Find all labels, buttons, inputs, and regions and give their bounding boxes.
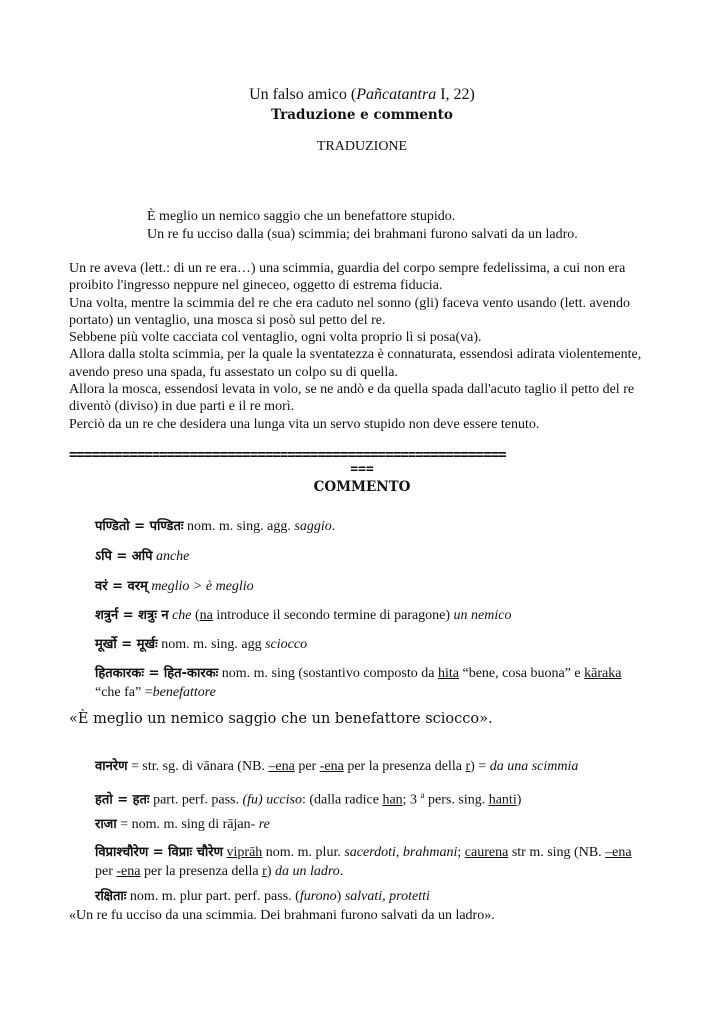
title-reference: I, 22): [440, 86, 475, 103]
gloss-raksitah: [95, 887, 655, 906]
gloss-text: ): [336, 889, 345, 904]
gloss-translation: (fu) ucciso: [242, 792, 302, 808]
gloss-translation: furono: [299, 889, 337, 904]
underlined-term: –ena: [268, 759, 295, 774]
devanagari-term: हतो = हतः: [95, 792, 150, 808]
superscript: a: [420, 790, 425, 800]
gloss-translation: un nemico: [450, 608, 512, 623]
document-title: Un falso amico (Pañcatantra I, 22): [249, 86, 475, 103]
translation-paragraph: Un re aveva (lett.: di un re era…) una scimmia, guardia del corpo sempre fedelissima, a cui non era proibito l'ingresso neppure nel gineceo, oggetto di estrema fiducia.: [69, 261, 626, 294]
devanagari-term: राजा: [95, 817, 117, 832]
devanagari-term: विप्राश्चौरेण = विप्राः चौरेण: [95, 845, 224, 860]
summary-line-1: È meglio un nemico saggio che un benefattore stupido.: [147, 209, 456, 224]
gloss-translation: sacerdoti, brahmani: [344, 845, 458, 860]
gloss-translation: che: [168, 608, 192, 623]
underlined-term: -ena: [319, 759, 344, 774]
underlined-term: r: [262, 864, 267, 879]
gloss-text: introduce il secondo termine di paragone): [212, 608, 451, 623]
gloss-text: per: [95, 864, 117, 879]
devanagari-term: रक्षिताः: [95, 889, 127, 904]
devanagari-term: मूर्खो = मूर्खः: [95, 637, 158, 652]
commento-heading: COMMENTO: [313, 479, 411, 495]
title-work: Pañcatantra: [356, 86, 437, 103]
translation-paragraph: Una volta, mentre la scimmia del re che era caduto nel sonno (gli) faceva vento usando (lett. avendo portato) un ventaglio, una mosca si posò sul petto del re.: [69, 295, 630, 328]
gloss-text: ): [266, 864, 272, 879]
gloss-text: “che fa” =: [95, 685, 153, 700]
translation-quote-1: «È meglio un nemico saggio che un benefattore sciocco».: [69, 711, 493, 727]
underlined-term: –ena: [605, 845, 632, 860]
summary-line-2: Un re fu ucciso dalla (sua) scimmia; dei brahmani furono salvati da un ladro.: [147, 227, 578, 242]
gloss-text: part. perf. pass.: [149, 792, 243, 808]
gloss-hatah: [95, 786, 655, 810]
underlined-term: viprāh: [226, 845, 263, 860]
gloss-text: “bene, cosa buona” e: [458, 666, 585, 681]
translation-paragraph: Allora dalla stolta scimmia, per la quale la sventatezza è connaturata, essendosi adirata violentemente, avendo preso una spada, fu assestato un colpo su di quella.: [69, 347, 642, 380]
gloss-text: .: [339, 864, 344, 879]
gloss-varam: [95, 577, 655, 596]
gloss-translation: meglio > è meglio: [147, 579, 254, 594]
gloss-translation: da una scimmia: [489, 759, 579, 774]
gloss-panditah: [95, 517, 655, 536]
gloss-text: : (dalla radice: [301, 792, 383, 808]
translation-paragraph: Perciò da un re che desidera una lunga vita un servo stupido non deve essere tenuto.: [69, 416, 540, 432]
gloss-text: ) =: [470, 759, 490, 774]
gloss-text: nom. m. sing. agg.: [183, 519, 295, 534]
document-subtitle: Traduzione e commento: [271, 107, 453, 123]
underlined-term: caurena: [464, 845, 509, 860]
underlined-term: hita: [437, 666, 459, 681]
underlined-term: kāraka: [584, 666, 622, 681]
devanagari-term: हितकारकः = हित-कारकः: [95, 666, 219, 681]
gloss-text: nom. m. plur part. perf. pass. (: [126, 889, 300, 904]
gloss-text: nom. m. plur.: [262, 845, 345, 860]
gloss-translation: salvati, protetti: [344, 889, 430, 904]
underlined-term: na: [199, 608, 213, 623]
devanagari-term: वानरेण: [95, 759, 128, 774]
translation-text: [69, 260, 669, 433]
gloss-vanarena: [95, 757, 655, 776]
separator-line: ==========================================================: [69, 447, 506, 463]
gloss-text: str m. sing (NB.: [508, 845, 606, 860]
gloss-text: ): [516, 792, 522, 808]
gloss-translation: sciocco: [265, 637, 308, 652]
gloss-text: .: [331, 519, 336, 534]
translation-paragraph: Sebbene più volte cacciata col ventaglio, ogni volta proprio lì si posa(va).: [69, 330, 482, 346]
gloss-text: pers. sing.: [424, 792, 489, 808]
gloss-translation: da un ladro: [271, 864, 340, 879]
gloss-text: = nom. m. sing di rājan-: [116, 817, 259, 832]
gloss-text: nom. m. sing (sostantivo composto da: [218, 666, 438, 681]
title-text: Un falso amico: [249, 86, 347, 103]
gloss-text: per la presenza della: [140, 864, 263, 879]
gloss-api: [95, 547, 655, 566]
gloss-viprah-caurena: [95, 843, 655, 881]
gloss-text: (: [191, 608, 200, 623]
gloss-translation: anche: [152, 549, 190, 564]
gloss-translation: benefattore: [152, 685, 216, 700]
underlined-term: han: [382, 792, 403, 808]
gloss-murkhah: [95, 635, 655, 654]
underlined-term: hanti: [488, 792, 517, 808]
translation-quote-2: «Un re fu ucciso da una scimmia. Dei brahmani furono salvati da un ladro».: [69, 908, 495, 923]
devanagari-term: ऽपि = अपि: [95, 549, 153, 564]
devanagari-term: पण्डितो = पण्डितः: [95, 519, 184, 534]
gloss-text: per la presenza della: [343, 759, 466, 774]
gloss-raja: [95, 815, 655, 834]
gloss-text: nom. m. sing. agg: [157, 637, 266, 652]
gloss-text: ; 3: [402, 792, 421, 808]
separator-line-continued: ===: [350, 462, 374, 477]
underlined-term: -ena: [116, 864, 141, 879]
traduzione-heading: TRADUZIONE: [316, 139, 408, 154]
gloss-translation: re: [258, 817, 270, 832]
translation-paragraph: Allora la mosca, essendosi levata in volo, se ne andò e da quella spada dall'acuto taglio il petto del re diventò (diviso) in due parti e il re morì.: [69, 382, 635, 415]
gloss-text: per: [294, 759, 320, 774]
gloss-satruh-na: [95, 606, 655, 625]
devanagari-term: वरं = वरम्: [95, 579, 148, 594]
gloss-hitakarakah: [95, 664, 655, 702]
devanagari-term: शत्रुर्न = शत्रुः न: [95, 608, 169, 623]
underlined-term: r: [465, 759, 471, 774]
gloss-text: ;: [457, 845, 465, 860]
gloss-text: = str. sg. di vānara (NB.: [127, 759, 269, 774]
gloss-translation: saggio: [294, 519, 332, 534]
